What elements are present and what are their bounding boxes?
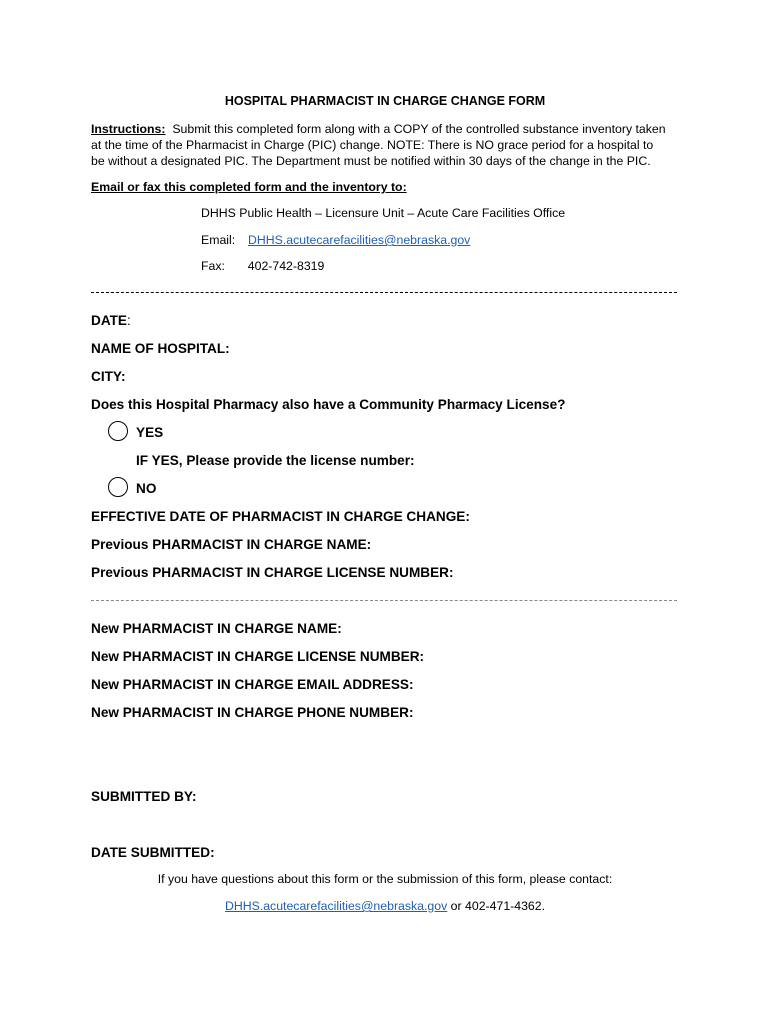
- new-pic-license-label: New PHARMACIST IN CHARGE LICENSE NUMBER:: [91, 649, 425, 664]
- date-submitted-label: DATE SUBMITTED:: [91, 845, 215, 860]
- new-pic-email-label: New PHARMACIST IN CHARGE EMAIL ADDRESS:: [91, 677, 414, 692]
- email-link[interactable]: DHHS.acutecarefacilities@nebraska.gov: [248, 233, 471, 247]
- fax-label: Fax:: [201, 259, 225, 273]
- instructions-label: Instructions:: [91, 122, 166, 136]
- submitted-by-label: SUBMITTED BY:: [91, 789, 197, 804]
- fax-row: [201, 259, 324, 273]
- yes-radio[interactable]: [108, 421, 128, 441]
- email-row: [201, 233, 470, 247]
- section-divider-top: [91, 292, 677, 293]
- new-pic-name-label: New PHARMACIST IN CHARGE NAME:: [91, 621, 342, 636]
- form-title: HOSPITAL PHARMACIST IN CHARGE CHANGE FORM: [224, 94, 546, 108]
- community-license-question: Does this Hospital Pharmacy also have a Community Pharmacy License?: [91, 397, 566, 412]
- instructions-block: [91, 121, 691, 169]
- no-label: NO: [136, 481, 157, 496]
- instructions-line-3: be without a designated PIC. The Department must be notified within 30 days of the change in the PIC.: [91, 154, 651, 168]
- previous-pic-name-label: Previous PHARMACIST IN CHARGE NAME:: [91, 537, 372, 552]
- no-radio[interactable]: [108, 477, 128, 497]
- city-label: CITY:: [91, 369, 126, 384]
- hospital-name-label: NAME OF HOSPITAL:: [91, 341, 230, 356]
- section-divider-middle: [91, 600, 677, 601]
- footer-contact: [0, 899, 770, 913]
- effective-date-label: EFFECTIVE DATE OF PHARMACIST IN CHARGE CHANGE:: [91, 509, 470, 524]
- date-field-label: DATE:: [91, 313, 131, 328]
- footer-email-link[interactable]: DHHS.acutecarefacilities@nebraska.gov: [224, 899, 448, 913]
- footer-phone: or 402-471-4362.: [447, 899, 546, 913]
- fax-number: 402-742-8319: [247, 259, 325, 273]
- previous-pic-license-label: Previous PHARMACIST IN CHARGE LICENSE NUMBER:: [91, 565, 454, 580]
- yes-label: YES: [136, 425, 164, 440]
- new-pic-phone-label: New PHARMACIST IN CHARGE PHONE NUMBER:: [91, 705, 414, 720]
- email-label: Email:: [201, 233, 236, 247]
- office-name: DHHS Public Health – Licensure Unit – Acute Care Facilities Office: [201, 206, 566, 220]
- footer-question: If you have questions about this form or the submission of this form, please contact:: [157, 872, 613, 886]
- instructions-line-2: at the time of the Pharmacist in Charge (PIC) change. NOTE: There is NO grace period for a hospital to: [91, 138, 654, 152]
- if-yes-license-label: IF YES, Please provide the license number:: [136, 453, 415, 468]
- instructions-line-1: Submit this completed form along with a COPY of the controlled substance inventory taken: [172, 122, 666, 136]
- send-heading: Email or fax this completed form and the inventory to:: [91, 180, 407, 194]
